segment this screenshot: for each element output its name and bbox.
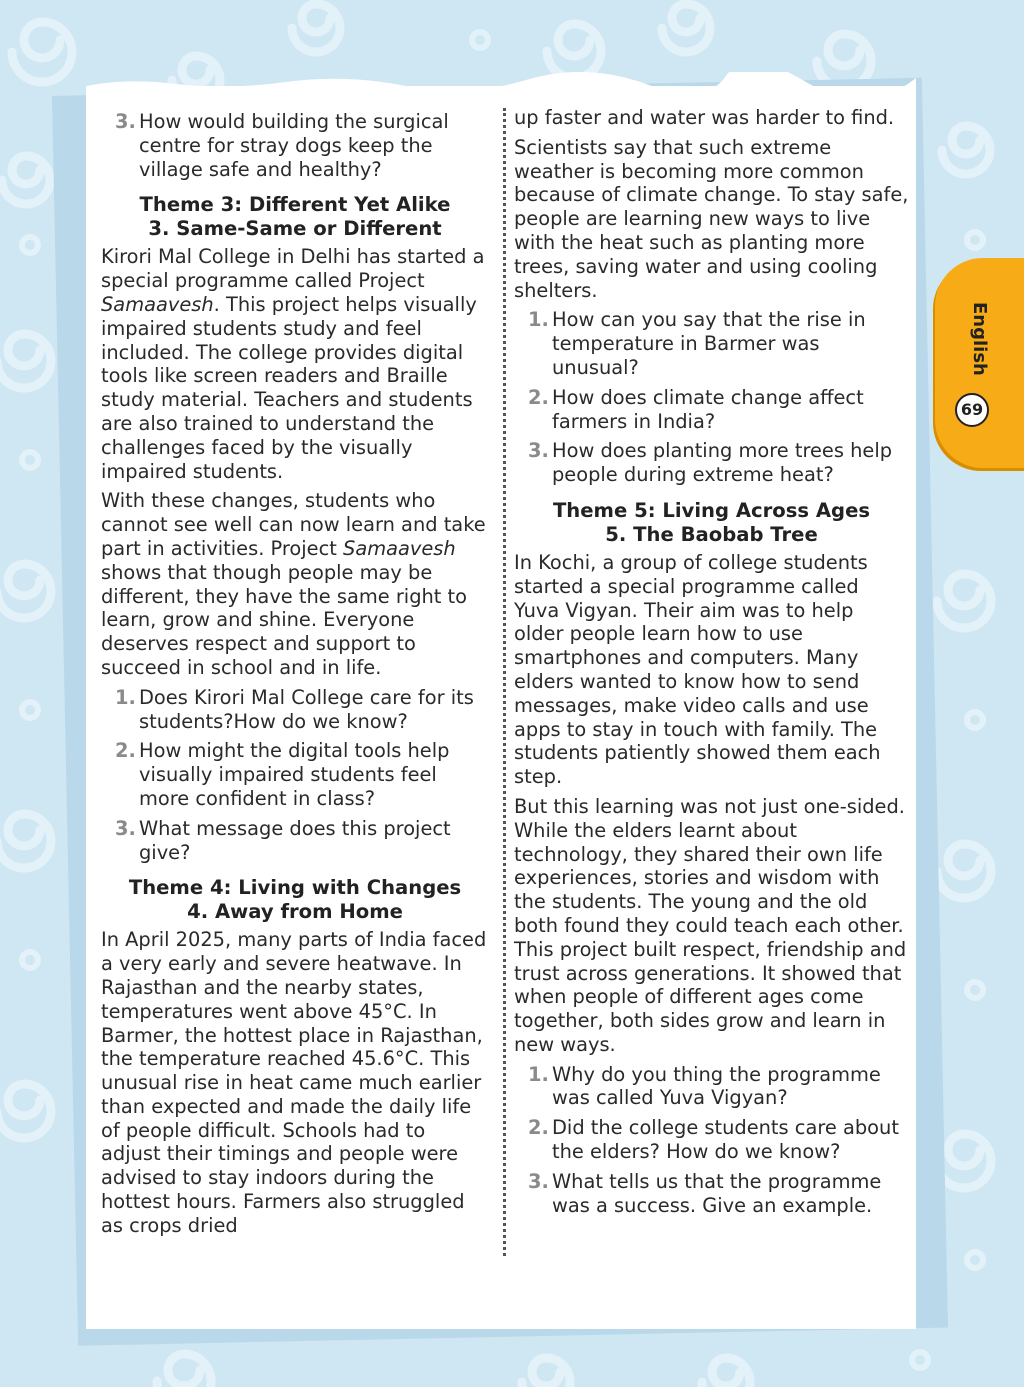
left-column bbox=[101, 106, 489, 1244]
theme4-question-list bbox=[514, 308, 909, 487]
question-item bbox=[514, 439, 909, 487]
question-item bbox=[101, 110, 489, 181]
question-number: 2. bbox=[115, 739, 136, 763]
question-number: 1. bbox=[115, 685, 136, 709]
text-run: Kirori Mal College in Delhi has started a special programme called Project bbox=[101, 245, 485, 293]
question-item bbox=[514, 1063, 909, 1111]
question-number: 3. bbox=[115, 110, 136, 133]
question-number: 3. bbox=[115, 816, 136, 840]
question-item bbox=[514, 308, 909, 379]
right-column bbox=[514, 106, 909, 1227]
theme5-paragraph-2: But this learning was not just one-sided. While the elders learnt about technology, they shared their own life experiences, stories and wisdom with the students. The young and the old both found they could teach each other. This project built respect, friendship and trust across generations. It showed that when people of different ages come together, both sides grow and learn in new ways. bbox=[514, 794, 907, 1056]
question-item bbox=[101, 739, 489, 810]
question-text: How would building the surgical centre for stray dogs keep the village safe and healthy? bbox=[139, 110, 449, 181]
question-text: How can you say that the rise in temperature in Barmer was unusual? bbox=[552, 308, 866, 379]
theme4-heading bbox=[101, 876, 489, 924]
question-item bbox=[101, 817, 489, 865]
question-text: How does climate change affect farmers in India? bbox=[552, 385, 864, 433]
question-item bbox=[514, 1116, 909, 1164]
column-divider bbox=[503, 108, 506, 1256]
question-text: Why do you thing the programme was called Yuva Vigyan? bbox=[552, 1062, 881, 1110]
theme5-question-list bbox=[514, 1063, 909, 1218]
text-run: . This project helps visually impaired students study and feel included. The college provides digital tools like screen readers and Braille study material. Teachers and students are also trained to understand the challenges faced by the visually impaired students. bbox=[101, 292, 477, 483]
chapter-title: 5. The Baobab Tree bbox=[605, 522, 818, 546]
chapter-title: 4. Away from Home bbox=[187, 900, 403, 924]
theme5-paragraph-1: In Kochi, a group of college students started a special programme called Yuva Vigyan. Their aim was to help older people learn how to use smartphones and computers. Many elders wanted to know how to send messages, make video calls and use apps to stay in touch with family. The students patiently showed them each step. bbox=[514, 550, 881, 789]
question-number: 2. bbox=[528, 1116, 549, 1140]
project-name: Samaavesh bbox=[101, 292, 214, 316]
question-text: How might the digital tools help visually impaired students feel more confident in class? bbox=[139, 739, 450, 810]
page-number-badge: 69 bbox=[955, 393, 989, 427]
question-number: 2. bbox=[528, 385, 549, 409]
question-number: 1. bbox=[528, 1062, 549, 1086]
question-text: How does planting more trees help people during extreme heat? bbox=[552, 439, 893, 487]
theme4-paragraph-2: Scientists say that such extreme weather is becoming more common because of climate change. To stay safe, people are learning new ways to live with the heat such as planting more trees, saving water and using cooling shelters. bbox=[514, 135, 909, 302]
text-run: With these changes, students who cannot see well can now learn and take part in activities. Project bbox=[101, 489, 486, 560]
question-text: What tells us that the programme was a success. Give an example. bbox=[552, 1169, 882, 1217]
question-item bbox=[514, 386, 909, 434]
question-number: 3. bbox=[528, 1169, 549, 1193]
theme5-heading bbox=[514, 499, 909, 547]
question-item bbox=[514, 1170, 909, 1218]
theme3-heading bbox=[101, 193, 489, 241]
theme3-paragraph-1 bbox=[101, 245, 489, 483]
theme3-question-list bbox=[101, 686, 489, 865]
question-number: 1. bbox=[528, 308, 549, 332]
question-text: Does Kirori Mal College care for its students?How do we know? bbox=[139, 685, 474, 733]
theme3-paragraph-2 bbox=[101, 489, 489, 679]
question-text: What message does this project give? bbox=[139, 816, 451, 864]
question-item bbox=[101, 686, 489, 734]
subject-label: English bbox=[969, 302, 990, 376]
project-name: Samaavesh bbox=[343, 536, 456, 560]
chapter-title: 3. Same-Same or Different bbox=[148, 217, 442, 241]
text-run: shows that though people may be different, they have the same right to learn, grow and shine. Everyone deserves respect and support to succeed in school and in life. bbox=[101, 560, 468, 679]
theme4-paragraph-1: In April 2025, many parts of India faced a very early and severe heatwave. In Rajasthan and the nearby states, temperatures went above 45°C. In Barmer, the hottest place in Rajasthan, the temperature reached 45.6°C. This unusual rise in heat came much earlier than expected and made the daily life of people difficult. Schools had to adjust their timings and people were advised to stay indoors during the hottest hours. Farmers also struggled as crops dried bbox=[101, 928, 487, 1237]
top-question-list bbox=[101, 110, 489, 181]
theme-title: Theme 3: Different Yet Alike bbox=[139, 193, 451, 217]
theme-title: Theme 5: Living Across Ages bbox=[552, 498, 871, 522]
question-text: Did the college students care about the elders? How do we know? bbox=[552, 1116, 899, 1164]
theme-title: Theme 4: Living with Changes bbox=[128, 876, 462, 900]
question-number: 3. bbox=[528, 439, 549, 463]
theme4-paragraph-1-continued: up faster and water was harder to find. bbox=[514, 106, 895, 129]
